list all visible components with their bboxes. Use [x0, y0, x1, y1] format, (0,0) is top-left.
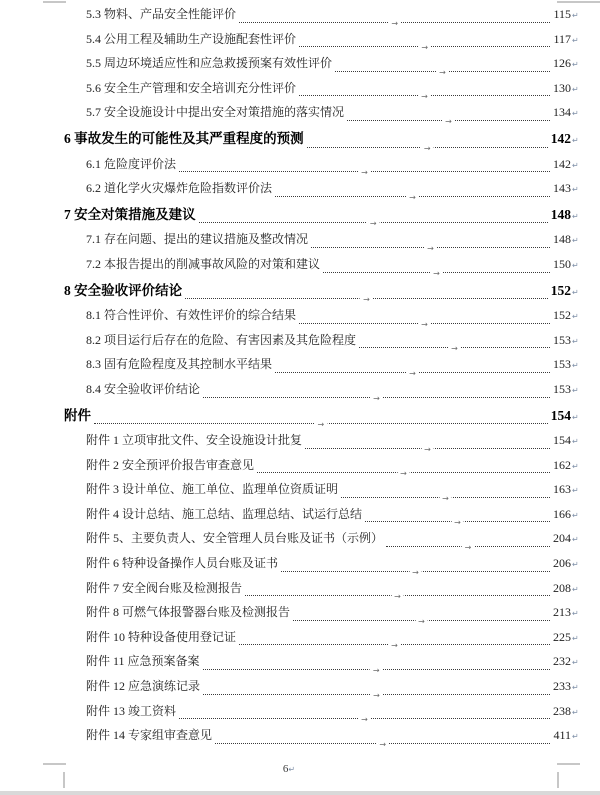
toc-entry-page: 166	[553, 506, 571, 521]
toc-entry-label: 附件 5、主要负责人、安全管理人员台账及证书（示例）	[86, 531, 384, 546]
toc-entry-page: 153	[553, 357, 571, 372]
toc-entry-page: 117	[553, 31, 571, 46]
tab-arrow-icon: →	[370, 666, 383, 676]
tab-arrow-icon: →	[424, 244, 437, 254]
dotted-leader	[347, 108, 550, 126]
toc-entry[interactable]	[0, 127, 580, 152]
toc-entry-label: 6.1 危险度评价法	[86, 156, 177, 171]
toc-entry-page: 163	[553, 482, 571, 497]
dotted-leader	[386, 534, 550, 553]
toc-entry[interactable]	[0, 252, 580, 277]
paragraph-return-mark: ↵	[572, 461, 579, 471]
toc-entry-label: 附件 1 立项审批文件、安全设施设计批复	[86, 433, 303, 448]
toc-entry-label: 附件 10 特种设备使用登记证	[86, 629, 237, 644]
paragraph-return-mark: ↵	[572, 11, 579, 20]
toc-entry-page: 152	[550, 282, 571, 298]
toc-entry[interactable]	[0, 51, 580, 76]
toc-entry-label: 7 安全对策措施及建议	[64, 206, 196, 222]
toc-entry[interactable]	[0, 176, 580, 201]
toc-entry-page: 148	[553, 232, 571, 247]
dotted-leader	[203, 385, 550, 403]
toc-entry-page: 130	[553, 80, 571, 95]
toc-entry-page: 134	[553, 105, 571, 120]
table-of-contents	[0, 2, 600, 748]
dotted-leader	[179, 706, 550, 725]
dotted-leader	[179, 159, 550, 178]
toc-entry[interactable]	[0, 453, 580, 478]
toc-entry-label: 附件 13 竣工资料	[86, 703, 177, 718]
toc-entry-label: 6.2 道化学火灾爆炸危险指数评价法	[86, 181, 273, 196]
toc-entry-page: 150	[553, 256, 571, 271]
tab-arrow-icon: →	[367, 219, 380, 229]
toc-entry-page: 153	[553, 381, 571, 396]
toc-entry-page: 411	[553, 728, 571, 743]
tab-arrow-icon: →	[421, 144, 434, 154]
tab-arrow-icon: →	[370, 691, 383, 701]
toc-entry-label: 8.2 项目运行后存在的危险、有害因素及其危险程度	[86, 332, 357, 347]
paragraph-return-mark: ↵	[572, 312, 579, 322]
dotted-leader	[94, 410, 548, 430]
dotted-leader	[245, 583, 550, 602]
dotted-leader	[239, 10, 550, 28]
toc-entry-label: 7.1 存在问题、提出的建议措施及整改情况	[86, 232, 309, 247]
paragraph-return-mark: ↵	[572, 109, 579, 119]
dotted-leader	[215, 731, 550, 749]
tab-arrow-icon: →	[391, 592, 404, 602]
toc-entry-label: 5.6 安全生产管理和安全培训充分性评价	[86, 80, 297, 95]
toc-entry[interactable]	[0, 2, 580, 27]
footer-page-number	[0, 763, 578, 775]
tab-arrow-icon: →	[462, 543, 475, 553]
toc-entry[interactable]	[0, 526, 580, 551]
tab-arrow-icon: →	[436, 68, 449, 78]
tab-arrow-icon: →	[430, 269, 443, 279]
toc-entry-page: 126	[553, 56, 571, 71]
toc-entry[interactable]	[0, 551, 580, 576]
toc-entry-page: 115	[553, 7, 571, 21]
toc-entry[interactable]	[0, 625, 580, 650]
tab-arrow-icon: →	[388, 641, 401, 651]
tab-arrow-icon: →	[358, 715, 371, 725]
tab-arrow-icon: →	[418, 43, 431, 53]
toc-entry-page: 204	[553, 531, 571, 546]
tab-arrow-icon: →	[315, 420, 328, 430]
toc-entry-label: 附件 6 特种设备操作人员台账及证书	[86, 556, 279, 571]
dotted-leader	[293, 608, 550, 626]
tab-arrow-icon: →	[418, 92, 431, 102]
paragraph-return-mark: ↵	[572, 560, 579, 570]
toc-entry-label: 5.7 安全设施设计中提出安全对策措施的落实情况	[86, 105, 345, 120]
toc-entry-page: 238	[553, 703, 571, 718]
toc-entry[interactable]	[0, 428, 580, 453]
toc-entry[interactable]	[0, 477, 580, 502]
paragraph-return-mark: ↵	[572, 732, 579, 742]
paragraph-return-mark: ↵	[572, 260, 579, 270]
toc-entry-label: 附件 7 安全阀台账及检测报告	[86, 580, 243, 595]
toc-entry-label: 附件 12 应急演练记录	[86, 679, 201, 694]
toc-entry-label: 8 安全验收评价结论	[64, 282, 183, 298]
dotted-leader	[275, 360, 550, 378]
toc-entry-page: 143	[553, 181, 571, 196]
toc-entry-page: 153	[553, 332, 571, 347]
tab-arrow-icon: →	[448, 344, 461, 354]
tab-arrow-icon: →	[406, 369, 419, 379]
toc-entry-label: 附件 2 安全预评价报告审查意见	[86, 457, 255, 472]
page-bottom-edge	[0, 791, 600, 795]
toc-entry-label: 附件 14 专家组审查意见	[86, 728, 213, 743]
toc-entry-label: 6 事故发生的可能性及其严重程度的预测	[64, 130, 304, 146]
tab-arrow-icon: →	[415, 617, 428, 627]
toc-entry[interactable]	[0, 227, 580, 252]
dotted-leader	[311, 235, 550, 253]
paragraph-return-mark: ↵	[572, 336, 579, 346]
dotted-leader	[281, 559, 550, 577]
paragraph-return-mark: ↵	[288, 765, 296, 774]
tab-arrow-icon: →	[409, 568, 422, 578]
toc-entry-page: 162	[553, 457, 571, 472]
paragraph-return-mark: ↵	[572, 584, 579, 594]
toc-entry[interactable]	[0, 502, 580, 527]
toc-entry[interactable]	[0, 377, 580, 402]
dotted-leader	[323, 260, 550, 278]
paragraph-return-mark: ↵	[572, 84, 579, 94]
paragraph-return-mark: ↵	[572, 437, 579, 447]
toc-entry[interactable]	[0, 303, 580, 328]
dotted-leader	[335, 59, 550, 77]
toc-entry-label: 7.2 本报告提出的削减事故风险的对策和建议	[86, 256, 321, 271]
toc-entry[interactable]	[0, 100, 580, 125]
paragraph-return-mark: ↵	[572, 486, 579, 496]
paragraph-return-mark: ↵	[572, 510, 579, 520]
toc-entry-page: 225	[553, 629, 571, 644]
dotted-leader	[203, 682, 550, 700]
toc-entry-page: 142	[553, 156, 571, 171]
paragraph-return-mark: ↵	[572, 361, 579, 371]
dotted-leader	[299, 34, 550, 53]
toc-entry[interactable]	[0, 279, 580, 304]
paragraph-return-mark: ↵	[572, 609, 579, 619]
dotted-leader	[275, 184, 550, 202]
tab-arrow-icon: →	[418, 320, 431, 330]
dotted-leader	[365, 509, 550, 528]
toc-entry-page: 154	[553, 433, 571, 448]
paragraph-return-mark: ↵	[572, 236, 579, 246]
dotted-leader	[341, 485, 550, 503]
toc-entry-page: 152	[553, 308, 571, 323]
paragraph-return-mark: ↵	[572, 135, 579, 145]
toc-entry-label: 8.1 符合性评价、有效性评价的综合结果	[86, 308, 297, 323]
dotted-leader	[203, 657, 550, 676]
toc-entry-label: 8.4 安全验收评价结论	[86, 381, 201, 396]
paragraph-return-mark: ↵	[572, 287, 579, 297]
tab-arrow-icon: →	[442, 117, 455, 127]
toc-entry[interactable]	[0, 674, 580, 699]
tab-arrow-icon: →	[406, 193, 419, 203]
tab-arrow-icon: →	[388, 19, 401, 29]
toc-entry[interactable]	[0, 328, 580, 353]
paragraph-return-mark: ↵	[572, 60, 579, 70]
paragraph-return-mark: ↵	[572, 412, 579, 422]
toc-entry[interactable]	[0, 203, 580, 228]
toc-entry-label: 5.3 物料、产品安全性能评价	[86, 7, 237, 21]
paragraph-return-mark: ↵	[572, 211, 579, 221]
tab-arrow-icon: →	[439, 494, 452, 504]
tab-arrow-icon: →	[397, 469, 410, 479]
toc-entry-label: 附件 3 设计单位、施工单位、监理单位资质证明	[86, 482, 339, 497]
toc-entry-label: 附件 8 可燃气体报警器台账及检测报告	[86, 605, 291, 620]
dotted-leader	[257, 460, 550, 479]
toc-entry-label: 5.5 周边环境适应性和应急救援预案有效性评价	[86, 56, 333, 71]
tab-arrow-icon: →	[358, 168, 371, 178]
paragraph-return-mark: ↵	[572, 35, 579, 45]
paragraph-return-mark: ↵	[572, 385, 579, 395]
dotted-leader	[199, 209, 548, 229]
toc-entry-label: 附件 4 设计总结、施工总结、监理总结、试运行总结	[86, 506, 363, 521]
toc-entry-page: 206	[553, 556, 571, 571]
toc-entry[interactable]	[0, 576, 580, 601]
paragraph-return-mark: ↵	[572, 160, 579, 170]
dotted-leader	[305, 436, 550, 454]
paragraph-return-mark: ↵	[572, 633, 579, 643]
paragraph-return-mark: ↵	[572, 707, 579, 717]
dotted-leader	[299, 83, 550, 102]
dotted-leader	[307, 133, 548, 153]
toc-entry[interactable]	[0, 152, 580, 177]
toc-entry[interactable]	[0, 699, 580, 724]
page-number-text: 6	[282, 763, 289, 775]
toc-entry[interactable]	[0, 352, 580, 377]
toc-entry-label: 8.3 固有危险程度及其控制水平结果	[86, 357, 273, 372]
toc-entry-page: 232	[553, 654, 571, 669]
toc-entry[interactable]	[0, 404, 580, 429]
toc-entry[interactable]	[0, 723, 580, 748]
toc-entry[interactable]	[0, 27, 580, 52]
paragraph-return-mark: ↵	[572, 658, 579, 668]
dotted-leader	[359, 335, 550, 354]
dotted-leader	[299, 311, 550, 329]
toc-entry-page: 154	[550, 407, 571, 423]
paragraph-return-mark: ↵	[572, 683, 579, 693]
toc-entry-page: 148	[550, 206, 571, 222]
tab-arrow-icon: →	[360, 295, 373, 305]
toc-entry[interactable]	[0, 76, 580, 101]
paragraph-return-mark: ↵	[572, 185, 579, 195]
toc-entry-label: 5.4 公用工程及辅助生产设施配套性评价	[86, 31, 297, 46]
tab-arrow-icon: →	[370, 394, 383, 404]
paragraph-return-mark: ↵	[572, 535, 579, 545]
dotted-leader	[239, 632, 550, 651]
toc-entry-label: 附件	[64, 407, 91, 423]
toc-entry-page: 233	[553, 679, 571, 694]
toc-entry[interactable]	[0, 649, 580, 674]
toc-entry-page: 213	[553, 605, 571, 620]
toc-entry[interactable]	[0, 600, 580, 625]
dotted-leader	[185, 285, 548, 305]
toc-entry-label: 附件 11 应急预案备案	[86, 654, 200, 669]
toc-entry-page: 142	[550, 130, 571, 146]
tab-arrow-icon: →	[451, 518, 464, 528]
toc-entry-page: 208	[553, 580, 571, 595]
tab-arrow-icon: →	[421, 445, 434, 455]
tab-arrow-icon: →	[376, 740, 389, 750]
